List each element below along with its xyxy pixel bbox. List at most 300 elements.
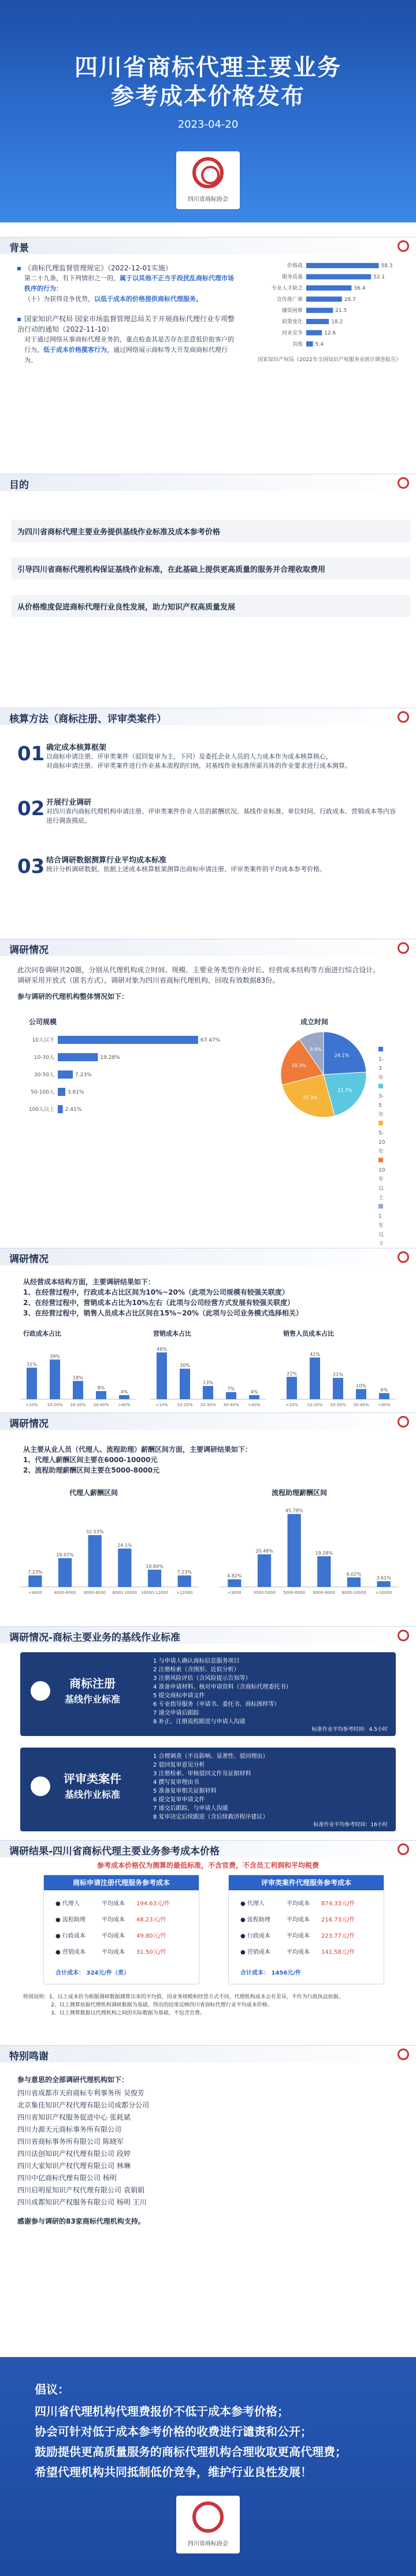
bar-label: 融资困难 bbox=[281, 308, 303, 314]
bar-value: 28.7 bbox=[344, 296, 356, 303]
bar-value: 7.23% bbox=[75, 1072, 92, 1078]
assistant-salary-chart-title: 流程助理薪酬区间 bbox=[272, 1489, 328, 1497]
bar bbox=[306, 263, 379, 268]
sales-cost-chart bbox=[277, 1340, 399, 1410]
cost-row-label: ● 流程助理 bbox=[240, 1917, 270, 1923]
bar-label: <3000 bbox=[227, 1590, 242, 1595]
result-headline bbox=[0, 1860, 416, 1870]
bar bbox=[180, 1369, 190, 1399]
chart-svg bbox=[17, 1028, 237, 1121]
bar-label: 30-40% bbox=[223, 1403, 239, 1407]
bar bbox=[288, 1514, 301, 1587]
bar-label: 4000-6000 bbox=[54, 1590, 76, 1595]
result-note-3: 3、以上测算数据以代理机构之间的实际数据为基础，不包含官费。 bbox=[51, 2010, 205, 2016]
baseline-item: 4 准备申请材料、核对申请资料（含商标代理委托书） bbox=[153, 1684, 292, 1690]
bar-label: >40% bbox=[118, 1403, 131, 1407]
legend-item bbox=[378, 1120, 385, 1157]
footer-banner bbox=[0, 2357, 416, 2576]
bar-value: 4% bbox=[120, 1389, 128, 1395]
bar-value: 21.5 bbox=[335, 308, 347, 314]
section-background-header bbox=[0, 237, 416, 254]
bar-value: 36.4 bbox=[354, 285, 366, 292]
bar-value: 21% bbox=[333, 1372, 343, 1378]
chart-svg bbox=[17, 1499, 202, 1597]
thanks-item: 四川大家知识产权代理有限公司 林琳 bbox=[17, 2162, 131, 2170]
bar-label: 30-40% bbox=[353, 1403, 369, 1407]
section-purpose-header bbox=[0, 474, 416, 491]
footer-line-2: 协会可针对低于成本参考价格的收费进行谴责和公开； bbox=[35, 2425, 312, 2439]
step-1-text bbox=[46, 752, 399, 771]
review-panel-label-1: 评审类案件 bbox=[64, 1772, 121, 1786]
cost-row-label: ● 营销成本 bbox=[240, 1949, 270, 1956]
bar-label: 8000-10000 bbox=[112, 1590, 138, 1595]
section-title: 调研情况 bbox=[9, 945, 49, 956]
legend-item bbox=[378, 1083, 385, 1120]
bar-label: 10人以下 bbox=[32, 1038, 54, 1043]
section-thanks-header bbox=[0, 2045, 416, 2062]
section-survey3-header bbox=[0, 1412, 416, 1430]
cost-row bbox=[55, 1898, 188, 1907]
review-card-title: 评审类案件代理服务参考成本 bbox=[229, 1875, 384, 1890]
bar bbox=[306, 341, 313, 347]
bar-label: 20-30% bbox=[200, 1403, 216, 1407]
chart-svg bbox=[277, 1340, 399, 1410]
bar-value: 7% bbox=[227, 1386, 235, 1392]
cost-row-price: 874.33元/件 bbox=[321, 1901, 355, 1907]
thanks-item: 四川启明星知识产权代理有限公司 袁娟娟 bbox=[17, 2186, 144, 2194]
bar bbox=[58, 1053, 98, 1061]
legend-swatch bbox=[378, 1204, 383, 1209]
cost-row-label: ● 营销成本 bbox=[55, 1949, 86, 1956]
bar-label: <4000 bbox=[28, 1590, 42, 1595]
thanks-list bbox=[17, 2087, 399, 2209]
purpose-text-3: 从价格维度促进商标代理行业良性发展，助力知识产权高质量发展 bbox=[17, 603, 236, 612]
result-note-1: 特别说明：1、以上成本价为根据调研数据测算出来的平均值，因业务规模和经营方式不同，代理机构成本会有差异，不作为行政执法依据。 bbox=[23, 1994, 344, 2000]
legend-label: 3-5年 bbox=[378, 1094, 384, 1118]
cost-row-type: 平均成本 bbox=[102, 1901, 125, 1907]
thanks-item: 四川省知识产权服务促进中心 张耗斌 bbox=[17, 2113, 131, 2121]
bar bbox=[88, 1535, 102, 1587]
bar bbox=[58, 1558, 72, 1587]
bar bbox=[306, 319, 329, 324]
chart-svg bbox=[243, 257, 410, 352]
pie-value: 9.6% bbox=[310, 1047, 322, 1053]
cost-row bbox=[240, 1931, 373, 1939]
bar-label: 20-30% bbox=[70, 1403, 86, 1407]
bar-label: 3000-5000 bbox=[253, 1590, 276, 1595]
bar bbox=[347, 1577, 361, 1587]
result-notes bbox=[23, 1993, 404, 2017]
section-survey4-header bbox=[0, 1626, 416, 1644]
survey3-line1: 1、代理人薪酬区间主要在6000-10000元 bbox=[23, 1456, 158, 1464]
section-title: 调研情况-商标主要业务的基线作业标准 bbox=[9, 1632, 181, 1644]
bar-value: 45.78% bbox=[285, 1508, 303, 1514]
association-logo bbox=[176, 151, 240, 209]
section-result-header bbox=[0, 1840, 416, 1857]
cost-row-type: 平均成本 bbox=[287, 1901, 310, 1907]
marketing-cost-chart bbox=[147, 1340, 269, 1410]
legend-swatch bbox=[378, 1158, 383, 1162]
review-item-list bbox=[153, 1752, 384, 1822]
bar-value: 24.1% bbox=[117, 1542, 132, 1548]
footer-line-4: 希望代理机构共同抵制低价竞争，维护行业良性发展！ bbox=[35, 2465, 312, 2479]
bar-value: 7.23% bbox=[177, 1570, 192, 1575]
scale-bar-chart bbox=[17, 1028, 237, 1121]
seal-icon bbox=[398, 1630, 409, 1641]
bar-label: 服务质量 bbox=[281, 274, 303, 281]
bar-label: 10-20% bbox=[177, 1403, 193, 1407]
marketing-cost-chart-title: 营销成本占比 bbox=[153, 1330, 191, 1337]
bar-label: 6000-8000 bbox=[84, 1590, 106, 1595]
logo-caption: 四川省商标协会 bbox=[188, 196, 228, 203]
thanks-outro: 感谢参与调研的83家商标代理机构支持。 bbox=[17, 2217, 145, 2225]
pie-value: 19.3% bbox=[291, 1062, 306, 1068]
background-item1-detail-d: 以低于成本的价格提供商标代理服务。 bbox=[94, 295, 202, 303]
bar bbox=[379, 1393, 389, 1399]
step-2-number: 02 bbox=[17, 797, 45, 820]
bullet-icon bbox=[17, 267, 21, 270]
purpose-row-1 bbox=[12, 520, 410, 542]
cost-row-type: 平均成本 bbox=[102, 1949, 125, 1956]
pie-value: 21.7% bbox=[337, 1087, 352, 1093]
survey1-subtitle: 参与调研的代理机构整体情况如下： bbox=[17, 993, 129, 1001]
thanks-item: 北京集佳知识产权代理有限公司成都分公司 bbox=[17, 2101, 150, 2109]
person-icon bbox=[31, 1681, 50, 1701]
baseline-item: 1 与申请人确认商标信息服务项目 bbox=[153, 1658, 240, 1664]
bar-value: 58.3 bbox=[381, 263, 393, 269]
cost-row bbox=[55, 1915, 188, 1923]
bar bbox=[148, 1570, 161, 1587]
survey2-intro: 从经营成本结构方面，主要调研结果如下： bbox=[23, 1278, 155, 1286]
bar-value: 6% bbox=[380, 1387, 388, 1393]
cost-row-type: 平均成本 bbox=[287, 1933, 310, 1939]
cost-row-price: 48.23元/件 bbox=[136, 1917, 166, 1923]
bar-value: 20.48% bbox=[255, 1548, 273, 1554]
section-title: 核算方法（商标注册、评审类案件） bbox=[9, 713, 166, 725]
background-bar-chart bbox=[243, 257, 410, 352]
review-baseline-panel bbox=[20, 1748, 396, 1831]
legend-label: 1年以下 bbox=[378, 1214, 384, 1247]
background-text bbox=[17, 263, 237, 366]
section-title: 调研情况 bbox=[9, 1254, 49, 1265]
purpose-text-2: 引导四川省商标代理机构保证基线作业标准，在此基础上提供更高质量的服务并合理收取费用 bbox=[17, 566, 326, 574]
review-note: 标准作业平均参考时间：16小时 bbox=[313, 1822, 388, 1828]
bar-value: 4% bbox=[250, 1389, 258, 1395]
bar bbox=[27, 1367, 37, 1399]
step-1-number: 01 bbox=[17, 742, 45, 765]
bar bbox=[306, 296, 342, 302]
survey3-text bbox=[23, 1444, 404, 1475]
bar-label: 100人以上 bbox=[28, 1107, 54, 1113]
bar-value: 10.84% bbox=[146, 1564, 164, 1570]
background-chart-caption: 国家知识产权局《2022年全国知识产权服务业统计调查报告》 bbox=[258, 357, 401, 363]
background-item1-detail-b: 属于以其他不正当手段扰乱商标代理市场秩序的行为： bbox=[24, 274, 234, 292]
bar bbox=[333, 1378, 343, 1399]
bar bbox=[228, 1579, 241, 1587]
survey1-text bbox=[17, 965, 399, 1002]
bar bbox=[203, 1386, 213, 1399]
registration-baseline-panel bbox=[20, 1652, 396, 1736]
legend-item bbox=[378, 1046, 385, 1083]
baseline-item: 3 注册检索、审核驳回文件及证据材料 bbox=[153, 1771, 251, 1777]
logo-swirl-icon bbox=[192, 2501, 224, 2533]
bar-value: 7.23% bbox=[28, 1570, 43, 1575]
bar-label: 20-30% bbox=[330, 1403, 346, 1407]
registration-item-list bbox=[153, 1657, 384, 1726]
baseline-item: 1 合理调查（不良影响、显著性、驳回理由） bbox=[153, 1753, 269, 1760]
background-item2-detail-a: 对于通过网络从事商标代理业务的，重点检查其是否存在恶意低价抢客户的行为， bbox=[24, 336, 234, 354]
bar bbox=[306, 330, 322, 335]
cost-row-type: 平均成本 bbox=[287, 1949, 310, 1956]
bar-value: 32.53% bbox=[86, 1529, 104, 1535]
bar-label: 10-30人 bbox=[34, 1055, 54, 1061]
bar-value: 13% bbox=[203, 1380, 213, 1386]
bar-label: <10% bbox=[25, 1403, 38, 1407]
seal-icon bbox=[398, 2049, 409, 2060]
bar-label: 专业人才缺乏 bbox=[271, 285, 303, 292]
bar bbox=[249, 1395, 259, 1399]
bar bbox=[58, 1070, 73, 1079]
bar-label: 宣传推广难 bbox=[276, 296, 303, 303]
survey3-line2: 2、流程助理薪酬区间主要在5000-8000元 bbox=[23, 1466, 160, 1474]
hero-date: 2023-04-20 bbox=[177, 118, 239, 131]
baseline-item: 7 递交后跟踪，与申请人沟通 bbox=[153, 1805, 228, 1812]
baseline-item: 7 递交申请后跟踪 bbox=[153, 1710, 199, 1716]
registration-card-title: 商标申请注册代理服务参考成本 bbox=[44, 1875, 199, 1890]
chart-svg bbox=[147, 1340, 269, 1410]
bar-label: 6000-8000 bbox=[313, 1590, 335, 1595]
baseline-item: 4 撰写复审理由书 bbox=[153, 1779, 199, 1786]
age-chart-title: 成立时间 bbox=[300, 1018, 329, 1026]
bar-value: 30% bbox=[180, 1363, 190, 1369]
bar bbox=[73, 1381, 83, 1399]
registration-panel-label-2: 基线作业标准 bbox=[64, 1694, 120, 1705]
bar-value: 6.02% bbox=[346, 1571, 362, 1577]
legend-label: 5-10年 bbox=[378, 1131, 385, 1155]
review-card-total: 合计成本： 1456元/件 bbox=[240, 1970, 301, 1976]
bar bbox=[119, 1395, 129, 1399]
bar bbox=[157, 1352, 167, 1399]
baseline-item: 3 注册风险评估（含风险提示告知等） bbox=[153, 1675, 251, 1682]
pie-value: 25.3% bbox=[303, 1095, 318, 1101]
bar bbox=[58, 1036, 198, 1044]
bar-label: 50-100人 bbox=[31, 1090, 54, 1095]
bar-value: 3.61% bbox=[67, 1090, 84, 1095]
bar bbox=[356, 1389, 366, 1399]
cost-row bbox=[55, 1931, 188, 1939]
registration-cost-card bbox=[43, 1875, 199, 1984]
hero-title-line2: 参考成本价格发布 bbox=[111, 83, 305, 110]
background-item2-detail-b: 低于成本价格揽客行为， bbox=[43, 346, 113, 354]
step-1-title: 确定成本核算框架 bbox=[46, 744, 107, 752]
seal-icon bbox=[398, 711, 409, 723]
bar-value: 3.61% bbox=[376, 1575, 391, 1581]
cost-row-price: 194.63元/件 bbox=[136, 1901, 170, 1907]
bar-value: 5.4 bbox=[315, 341, 324, 348]
legend-swatch bbox=[378, 1121, 383, 1125]
bar-value: 8% bbox=[97, 1385, 105, 1391]
logo-swirl-icon bbox=[192, 157, 224, 188]
bar-label: 其他 bbox=[292, 341, 303, 348]
bar-label: 30-40% bbox=[93, 1403, 109, 1407]
survey3-intro: 从主要从业人员（代理人、流程助理）薪酬区间方面，主要调研结果如下： bbox=[23, 1445, 252, 1454]
footer-line-1: 四川省代理机构代理费报价不低于成本参考价格； bbox=[35, 2404, 289, 2418]
bullet-icon bbox=[17, 318, 21, 321]
cost-row-price: 49.80元/件 bbox=[136, 1933, 166, 1939]
bar bbox=[310, 1358, 320, 1399]
bar bbox=[306, 308, 333, 313]
legend-label: 10年以上 bbox=[378, 1168, 385, 1201]
seal-icon bbox=[398, 477, 409, 489]
cost-row-type: 平均成本 bbox=[287, 1917, 310, 1923]
bar-label: >40% bbox=[248, 1403, 261, 1407]
seal-icon bbox=[398, 240, 409, 252]
bar-label: <10% bbox=[285, 1403, 298, 1407]
cost-row-label: ● 代理人 bbox=[240, 1901, 265, 1907]
step-1-text-b: 对商标申请注册、评审类案件进行作业基本流程的归纳，对基线作业标准所需具体的作业要求进行成本测算。 bbox=[46, 762, 351, 770]
purpose-row-3 bbox=[12, 595, 410, 617]
legend-item bbox=[378, 1203, 385, 1249]
thanks-item: 四川中亿商标代理有限公司 杨明 bbox=[17, 2174, 117, 2182]
cost-row-price: 141.58元/件 bbox=[321, 1949, 355, 1956]
result-headline-text: 参考成本价格仅为测算的最低标准，不含官费，不含员工利润和平均税费 bbox=[96, 1861, 319, 1869]
review-cost-card bbox=[228, 1875, 384, 1984]
thanks-item: 四川力源天元商标事务所有限公司 bbox=[17, 2125, 122, 2133]
result-note-2: 2、以上测算依据代理机构调研数据为基础，得出的结果反映四川省商标代理行业平均成本价格。 bbox=[51, 2002, 273, 2008]
bar bbox=[306, 285, 351, 291]
cost-row-label: ● 行政成本 bbox=[55, 1933, 86, 1939]
section-title: 背景 bbox=[9, 243, 29, 254]
bar bbox=[58, 1088, 65, 1096]
bar-label: <10% bbox=[155, 1403, 168, 1407]
baseline-item: 8 补正、注册流程跟进与申请人沟通 bbox=[153, 1719, 246, 1725]
bar bbox=[377, 1581, 391, 1587]
bar-value: 18.2 bbox=[331, 319, 343, 325]
pie-value: 24.1% bbox=[334, 1053, 350, 1058]
bar-label: 价格战 bbox=[287, 263, 303, 269]
cost-row bbox=[240, 1915, 373, 1923]
registration-card-total: 合计成本： 324元/件（类） bbox=[55, 1970, 130, 1976]
legend-item bbox=[378, 1157, 385, 1203]
cost-row-price: 216.73元/件 bbox=[321, 1917, 355, 1923]
bar bbox=[28, 1575, 42, 1587]
bar bbox=[118, 1548, 131, 1587]
registration-panel-label-1: 商标注册 bbox=[69, 1677, 116, 1690]
survey1-text-1: 此次问卷调研共20题，分别从代理机构成立时间、规模、主要业务类型作业时长、经营成本结构等方面进行综合设计。 bbox=[17, 966, 380, 974]
bar-value: 41% bbox=[310, 1351, 320, 1357]
survey1-text-2: 调研采用开放式（匿名方式），调研对象为四川省商标代理机构，回收有效数据83份。 bbox=[17, 976, 280, 984]
bar bbox=[287, 1377, 297, 1399]
background-item1-detail-a: 第二十九条，有下列情形之一的， bbox=[24, 274, 120, 282]
cost-row-label: ● 行政成本 bbox=[240, 1933, 270, 1939]
registration-note: 标准作业平均参考时间：4.5小时 bbox=[311, 1727, 388, 1733]
baseline-item: 2 驳回复审意见分析 bbox=[153, 1762, 205, 1768]
bar bbox=[258, 1554, 271, 1587]
bar bbox=[58, 1105, 63, 1113]
bar-value: 2.41% bbox=[65, 1107, 82, 1113]
bar-label: >10000 bbox=[376, 1590, 392, 1595]
bar bbox=[226, 1392, 236, 1399]
legend-label: 1-3年 bbox=[378, 1057, 384, 1081]
bar-label: 8000-10000 bbox=[341, 1590, 366, 1595]
legend-swatch bbox=[378, 1084, 383, 1088]
step-3-number: 03 bbox=[17, 855, 45, 878]
chart-svg bbox=[272, 1028, 376, 1121]
survey2-text bbox=[23, 1277, 404, 1318]
bar bbox=[317, 1556, 330, 1587]
cost-row-type: 平均成本 bbox=[102, 1933, 125, 1939]
bar-value: 4.82% bbox=[227, 1573, 242, 1579]
cost-row bbox=[55, 1947, 188, 1956]
section-title: 调研结果-四川省商标代理主要业务参考成本价格 bbox=[9, 1846, 220, 1857]
bar-value: 19.28% bbox=[315, 1550, 333, 1556]
bar-value: 19.28% bbox=[100, 1055, 120, 1061]
footer-logo-caption: 四川省商标协会 bbox=[188, 2541, 228, 2547]
bar-label: 10-20% bbox=[307, 1403, 323, 1407]
cost-row bbox=[240, 1947, 373, 1956]
registration-panel-label bbox=[49, 1675, 136, 1708]
survey2-line1: 1、在经营过程中，行政成本占比区间为10%~20%（此项为公司规模有较强关联度） bbox=[23, 1288, 289, 1296]
step-2-text: 对四川省内商标代理机构申请注册、评审类案件作业人员的薪酬状况、基线作业标准、单位时间、行政成本、营销成本等内容进行调查摸底。 bbox=[46, 808, 396, 824]
thanks-item: 四川法创知识产权代理有限公司 段婷 bbox=[17, 2150, 131, 2158]
review-panel-label-2: 基线作业标准 bbox=[64, 1789, 120, 1800]
section-title: 目的 bbox=[9, 479, 29, 491]
bar-value: 12.6 bbox=[324, 330, 336, 336]
assistant-salary-chart bbox=[217, 1499, 402, 1597]
bar-label: >40% bbox=[378, 1403, 391, 1407]
cost-row-price: 31.50元/件 bbox=[136, 1949, 166, 1956]
agent-salary-chart bbox=[17, 1499, 202, 1597]
chart-svg bbox=[17, 1340, 139, 1410]
admin-cost-chart-title: 行政成本占比 bbox=[23, 1330, 61, 1337]
bar-value: 46% bbox=[157, 1347, 167, 1352]
agent-salary-chart-title: 代理人薪酬区间 bbox=[69, 1489, 118, 1497]
bar-value: 10% bbox=[356, 1383, 366, 1389]
cost-row-label: ● 代理人 bbox=[55, 1901, 80, 1907]
baseline-item: 5 提交商标申请文件 bbox=[153, 1693, 205, 1699]
bar bbox=[96, 1391, 106, 1399]
bar-label: 同业竞争 bbox=[281, 330, 303, 336]
baseline-item: 6 提交复审申请文件 bbox=[153, 1797, 205, 1803]
seal-icon bbox=[398, 942, 409, 954]
bar-value: 18.07% bbox=[56, 1552, 74, 1558]
footer-line-3: 鼓励提供更高质量服务的商标代理机构合理收取更高代理费； bbox=[35, 2445, 347, 2459]
seal-icon bbox=[398, 1251, 409, 1263]
bar bbox=[306, 274, 371, 280]
baseline-item: 6 专业指导服务（申请书、委托书、商标图样等） bbox=[153, 1701, 280, 1708]
scale-chart-title: 公司规模 bbox=[29, 1018, 57, 1026]
bar bbox=[50, 1359, 60, 1399]
survey2-line2: 2、在经营过程中，营销成本占比为10%左右（此项与公司经营方式发展有较强关联度） bbox=[23, 1299, 295, 1307]
section-title: 特别鸣谢 bbox=[9, 2051, 49, 2062]
step-3-title: 结合调研数据测算行业平均成本标准 bbox=[46, 856, 167, 865]
cost-row-type: 平均成本 bbox=[102, 1917, 125, 1923]
survey2-line3: 3、在经营过程中，销售人员成本占比区间在15%~20%（此项与公司业务模式选择相关） bbox=[23, 1309, 303, 1317]
thanks-intro: 参与意思的全部调研代理机构如下： bbox=[17, 2076, 129, 2084]
bar-value: 31% bbox=[27, 1362, 37, 1367]
bar-value: 22% bbox=[287, 1371, 297, 1377]
bar-label: >12000 bbox=[176, 1590, 193, 1595]
bar bbox=[178, 1575, 191, 1587]
step-2-title: 开展行业调研 bbox=[46, 798, 92, 807]
review-panel-label bbox=[49, 1771, 136, 1803]
chart-svg bbox=[217, 1499, 402, 1597]
purpose-text-1: 为四川省商标代理主要业务提供基线作业标准及成本参考价格 bbox=[17, 528, 221, 537]
bar-label: 10000-12000 bbox=[140, 1590, 169, 1595]
step-1-text-a: 以商标申请注册、评审类案件（驳回复审为主，下同）及委托企业人员的人力成本作为成本核算核心， bbox=[46, 753, 332, 760]
background-item2-detail-c: 通过网络展示商标等大开发商商标代理行为。 bbox=[24, 346, 228, 364]
age-pie-chart bbox=[272, 1028, 385, 1247]
